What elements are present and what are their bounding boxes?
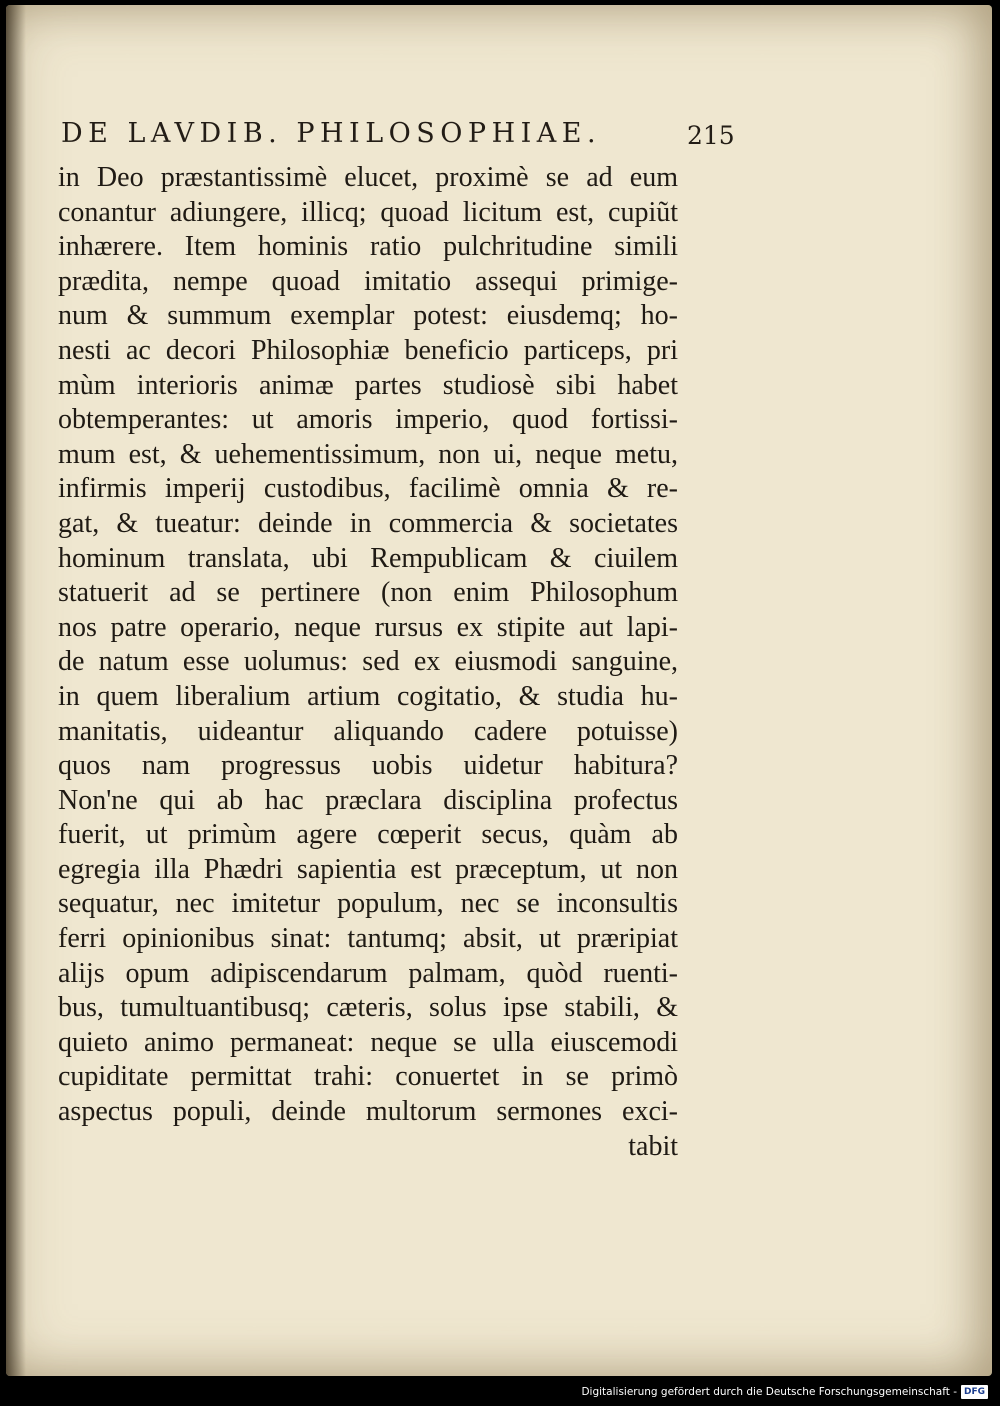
text-line: nos patre operario, neque rursus ex stipite aut lapi- — [58, 611, 678, 643]
text-line: nesti ac decori Philosophiæ beneficio particeps, pri — [58, 334, 678, 366]
text-line: mùm interioris animæ partes studiosè sibi habet — [58, 369, 678, 401]
text-line: bus, tumultuantibusq; cæteris, solus ipse stabili, & — [58, 992, 678, 1024]
text-line: hominum translata, ubi Rempublicam & ciuilem — [58, 542, 678, 574]
text-line: num & summum exemplar potest: eiusdemq; ho- — [58, 300, 678, 332]
text-line: in quem liberalium artium cogitatio, & studia hu- — [58, 680, 678, 712]
book-page — [6, 5, 992, 1376]
text-line: prædita, nempe quoad imitatio assequi primige- — [58, 265, 678, 297]
text-line: inhærere. Item hominis ratio pulchritudine simili — [58, 231, 678, 263]
catchword: tabit — [628, 1130, 678, 1162]
text-line: cupiditate permittat trahi: conuertet in se primò — [58, 1061, 678, 1093]
text-line: sequatur, nec imitetur populum, nec se inconsultis — [58, 888, 678, 920]
text-line: Non'ne qui ab hac præclara disciplina profectus — [58, 784, 678, 816]
text-line: fuerit, ut primùm agere cœperit secus, quàm ab — [58, 819, 678, 851]
text-line: alijs opum adipiscendarum palmam, quòd ruenti- — [58, 957, 678, 989]
dfg-logo-icon: DFG — [961, 1385, 988, 1399]
text-line: ferri opinionibus sinat: tantumq; absit, ut præripiat — [58, 923, 678, 955]
page-header — [61, 118, 741, 158]
text-line: de natum esse uolumus: sed ex eiusmodi sanguine, — [58, 646, 678, 678]
digitization-credit — [581, 1382, 988, 1402]
text-line: conantur adiungere, illicq; quoad licitum est, cupiũt — [58, 196, 678, 228]
text-line: statuerit ad se pertinere (non enim Philosophum — [58, 577, 678, 609]
text-line: in Deo præstantissimè elucet, proximè se ad eum — [58, 162, 678, 193]
text-line: gat, & tueatur: deinde in commercia & societates — [58, 507, 678, 539]
page-number: 215 — [687, 121, 735, 150]
spine-shadow — [6, 5, 26, 1376]
text-line: egregia illa Phædri sapientia est præceptum, ut non — [58, 853, 678, 885]
text-line: mum est, & uehementissimum, non ui, neque metu, — [58, 438, 678, 470]
text-line: infirmis imperij custodibus, facilimè omnia & re- — [58, 473, 678, 505]
running-title: DE LAVDIB. PHILOSOPHIAE. — [61, 118, 602, 149]
text-line: obtemperantes: ut amoris imperio, quod fortissi- — [58, 404, 678, 436]
text-line: quieto animo permaneat: neque se ulla eiuscemodi — [58, 1026, 678, 1058]
text-line: manitatis, uideantur aliquando cadere potuisse) — [58, 715, 678, 747]
text-line: aspectus populi, deinde multorum sermones exci- — [58, 1096, 678, 1128]
credit-text: Digitalisierung gefördert durch die Deutsche Forschungsgemeinschaft - — [581, 1386, 957, 1398]
body-text — [58, 161, 678, 1164]
text-line: quos nam progressus uobis uidetur habitura? — [58, 750, 678, 782]
